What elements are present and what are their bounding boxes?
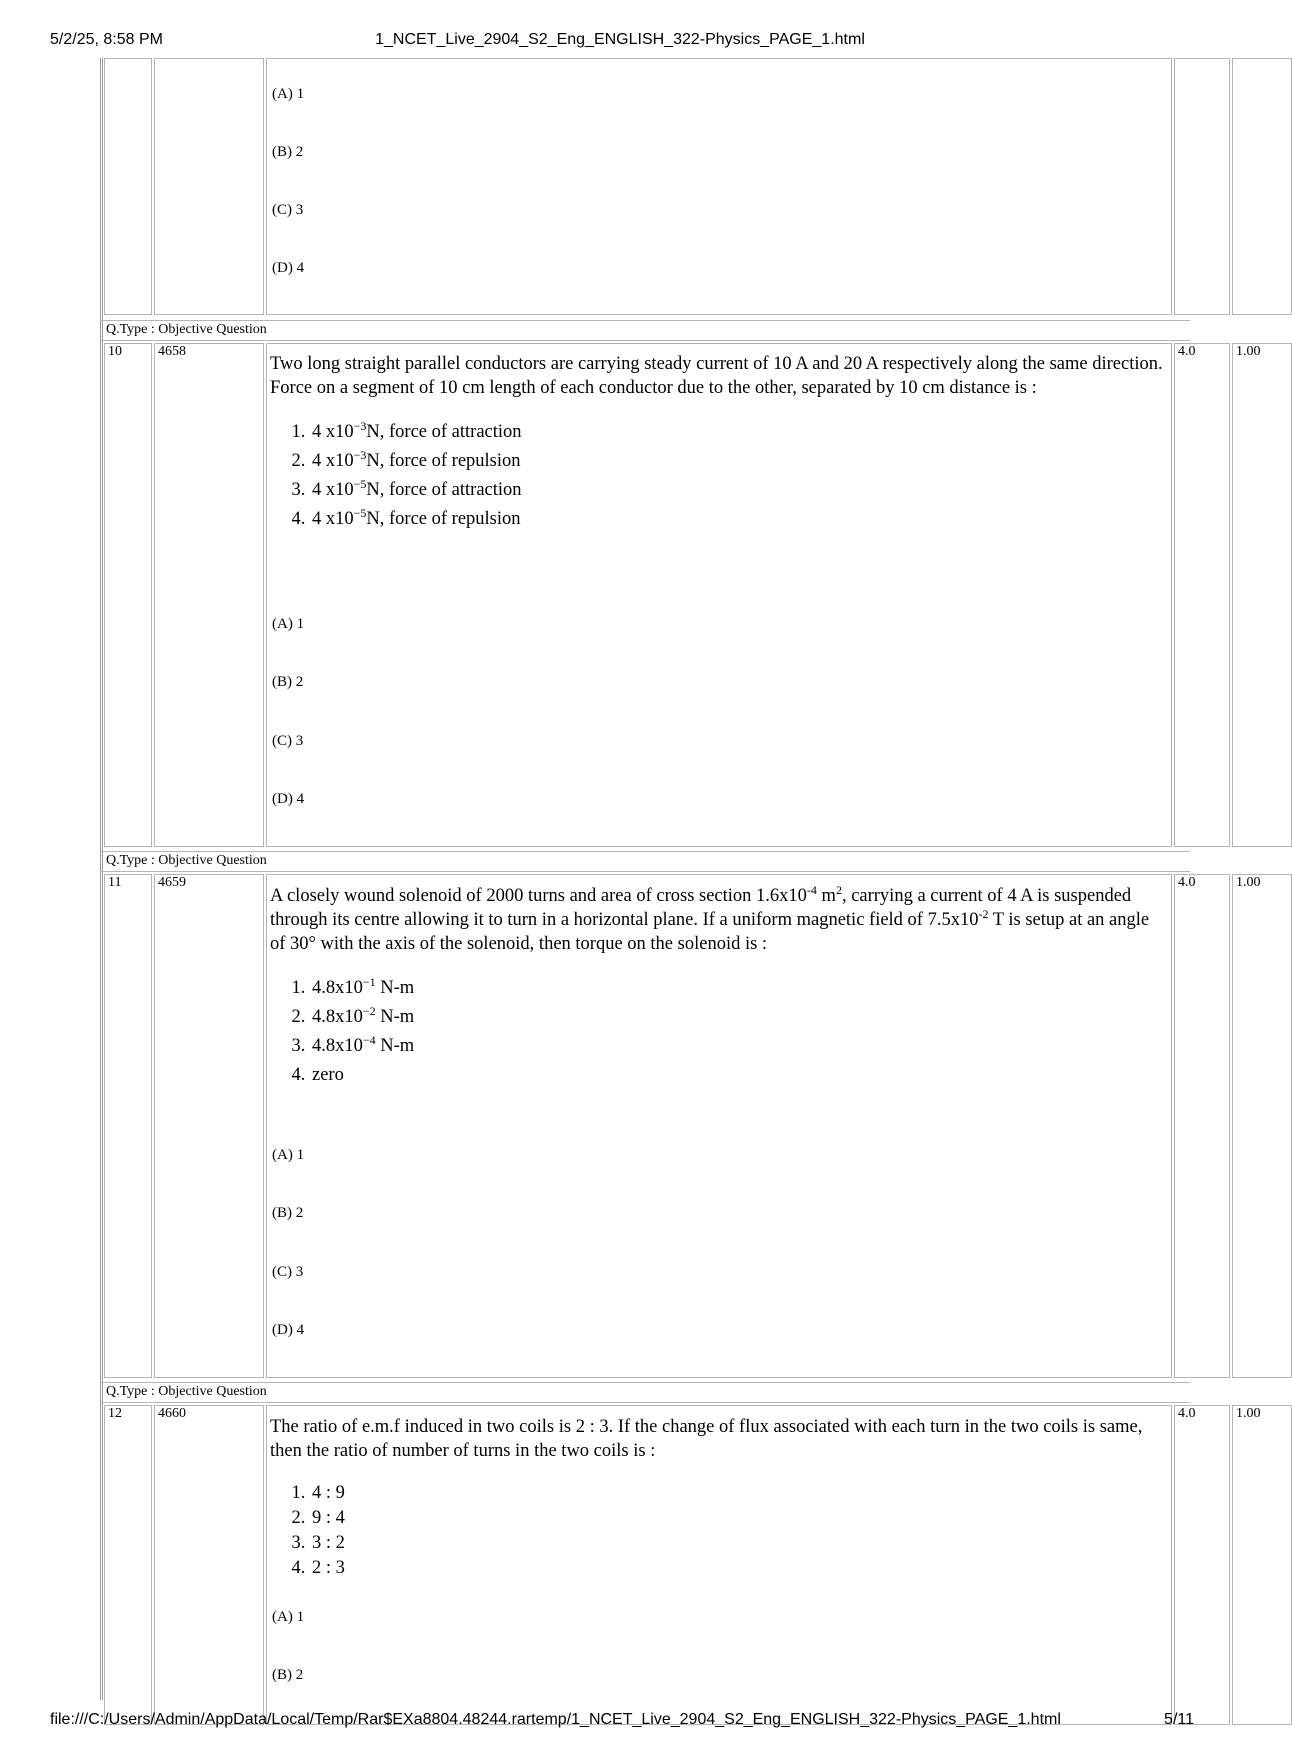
negative-marks-cell — [1232, 1405, 1292, 1725]
question-statement: Force on a segment of 10 cm length of each conductor due to the other, separated by 10 cm distance is : — [270, 378, 1037, 398]
qtype-divider — [100, 871, 1190, 872]
negative-marks: 1.00 — [1236, 875, 1261, 890]
qtype-label: Q.Type : Objective Question — [106, 1384, 267, 1399]
print-footer — [0, 1711, 1240, 1731]
qtype-divider — [100, 320, 1190, 321]
prev-body-cell — [266, 58, 1172, 315]
option-item: 2. 4 $x10^{-3}N$, force of repulsion — [310, 447, 1165, 476]
page-number: 5/11 — [1164, 1711, 1194, 1728]
prev-answer-a: (A) 1 — [272, 86, 305, 102]
option-item: 1. 4 : 9 — [310, 1481, 1165, 1506]
negative-marks-cell — [1232, 343, 1292, 847]
option-item: 1. 4 $x10^{-3}N$, force of attraction — [310, 418, 1165, 447]
question-statement: Two long straight parallel conductors are carrying steady current of 10 A and 20 A respectively along the same direction. — [270, 354, 1163, 374]
option-item: 4. 4 $x10^{-5}N$, force of repulsion — [310, 505, 1165, 534]
answer-choice-c: (C) 3 — [272, 1264, 304, 1280]
marks: 4.0 — [1178, 344, 1196, 359]
print-date: 5/2/25, 8:58 PM — [50, 31, 163, 48]
qtype-divider — [100, 1402, 1190, 1403]
prev-neg-cell — [1232, 58, 1292, 315]
question-id: 4660 — [158, 1406, 186, 1421]
prev-qid-cell — [154, 58, 264, 315]
marks-cell — [1174, 343, 1230, 847]
question-statement: A closely wound solenoid of 2000 turns and area of cross section $1.6x10^{-4}$ $m^2$, carrying a current of 4 A is suspended through its centre allowing it to turn in a horizontal plane. If a uniform magnetic field of $7.5x10^{-2}$ T is setup at an angle of 30° with the axis of the solenoid, then torque on the solenoid is : — [270, 882, 1150, 954]
marks: 4.0 — [1178, 1406, 1196, 1421]
qid-cell — [154, 1405, 264, 1725]
option-list — [270, 974, 1165, 1090]
answer-choice-b: (B) 2 — [272, 674, 304, 690]
option-item: 4. zero — [310, 1061, 1165, 1090]
question-text — [270, 1415, 1165, 1581]
answer-choice-a: (A) 1 — [272, 1147, 305, 1163]
question-number: 12 — [108, 1406, 122, 1421]
qtype-divider — [100, 851, 1190, 852]
print-header — [0, 31, 1240, 51]
qtype-label: Q.Type : Objective Question — [106, 853, 267, 868]
sno-cell — [104, 874, 152, 1378]
answer-choice-b: (B) 2 — [272, 1205, 304, 1221]
option-list — [270, 1481, 1165, 1581]
qtype-divider — [100, 340, 1190, 341]
question-id: 4658 — [158, 344, 186, 359]
answer-choice-d: (D) 4 — [272, 1322, 305, 1338]
file-path: file:///C:/Users/Admin/AppData/Local/Temp/Rar$EXa8804.48244.rartemp/1_NCET_Live_2904_S2_Eng_ENGLISH_322-Physics_PAGE_1.html — [50, 1711, 1061, 1728]
answer-choice-c: (C) 3 — [272, 733, 304, 749]
sno-cell — [104, 1405, 152, 1725]
negative-marks: 1.00 — [1236, 344, 1261, 359]
qtype-divider — [100, 1382, 1190, 1383]
print-title: 1_NCET_Live_2904_S2_Eng_ENGLISH_322-Physics_PAGE_1.html — [375, 31, 865, 48]
question-text — [270, 884, 1165, 1090]
question-sheet — [100, 58, 1261, 1700]
prev-answer-c: (C) 3 — [272, 202, 304, 218]
prev-marks-cell — [1174, 58, 1230, 315]
marks-cell — [1174, 874, 1230, 1378]
question-number: 11 — [108, 875, 122, 890]
option-item: 3. 4 $x10^{-5}N$, force of attraction — [310, 476, 1165, 505]
negative-marks: 1.00 — [1236, 1406, 1261, 1421]
option-item: 2. $4.8x10^{-2}$ N-m — [310, 1003, 1165, 1032]
prev-answer-b: (B) 2 — [272, 144, 304, 160]
prev-sno-cell — [104, 58, 152, 315]
marks: 4.0 — [1178, 875, 1196, 890]
question-id: 4659 — [158, 875, 186, 890]
question-number: 10 — [108, 344, 122, 359]
sno-cell — [104, 343, 152, 847]
qtype-label: Q.Type : Objective Question — [106, 322, 267, 337]
option-item: 3. $4.8x10^{-4}$ N-m — [310, 1032, 1165, 1061]
option-item: 4. 2 : 3 — [310, 1556, 1165, 1581]
question-text — [270, 352, 1165, 534]
answer-choice-a: (A) 1 — [272, 1609, 305, 1625]
option-item: 3. 3 : 2 — [310, 1531, 1165, 1556]
answer-choice-d: (D) 4 — [272, 791, 305, 807]
option-item: 1. $4.8x10^{-1}$ N-m — [310, 974, 1165, 1003]
question-statement: The ratio of e.m.f induced in two coils is 2 : 3. If the change of flux associated with each turn in the two coils is same, then the ratio of number of turns in the two coils is : — [270, 1417, 1143, 1461]
negative-marks-cell — [1232, 874, 1292, 1378]
option-list — [270, 418, 1165, 534]
qid-cell — [154, 874, 264, 1378]
left-border — [100, 58, 103, 1700]
prev-answer-d: (D) 4 — [272, 260, 305, 276]
option-item: 2. 9 : 4 — [310, 1506, 1165, 1531]
marks-cell — [1174, 1405, 1230, 1725]
answer-choice-b: (B) 2 — [272, 1667, 304, 1683]
qid-cell — [154, 343, 264, 847]
answer-choice-a: (A) 1 — [272, 616, 305, 632]
